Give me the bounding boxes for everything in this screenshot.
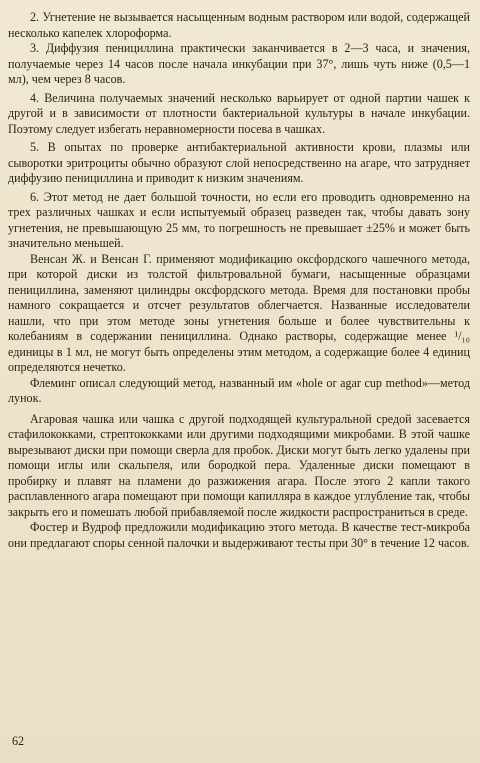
paragraph-vincent-method: Венсан Ж. и Венсан Г. применяют модификацию оксфордского чашечного метода, при которой диски из толстой фильтровальной бумаги, насыщенные образцами пенициллина, заменяют цилиндры оксфордского метода. Время для постановки пробы намного сокращается и отсчет результатов облегчается. Названные исследователи нашли, что при этом методе зоны угнетения больше и более чувствительны к колебаниям в содержании пенициллина. Однако растворы, содержащие менее ¹/₁₀ единицы в 1 мл, не могут быть определены этим методом, а содержащие более 4 единиц определяются нечетко. <box>8 251 470 374</box>
paragraph-point-4: 4. Величина получаемых значений несколько варьирует от одной партии чашек к другой и в зависимости от плотности бактериальной культуры в начале инкубации. Поэтому следует избегать неравномерности посева в чашках. <box>8 90 470 136</box>
page-number: 62 <box>12 734 25 748</box>
paragraph-foster-woodruff: Фостер и Вудроф предложили модификацию этого метода. В качестве тест-микроба они предлагают споры сенной палочки и выдерживают тесты при 30° в течение 12 часов. <box>8 520 470 550</box>
paragraph-agar-cup-procedure: Агаровая чашка или чашка с другой подходящей культуральной средой засевается стафилококками, стрептококками или другими подходящими микробами. В этой чашке вырезывают диски при помощи сверла для пробок. Диски могут быть легко удалены при помощи иглы или скальпеля, или бородкой пера. Удаленные диски помещают в пробирку и плавят на пламени до разжижения агара. После этого 2 капли такого расплавленного агара помещают при помощи капилляра в каждое углубление так, чтобы закрыть его и помешать любой прибавляемой после жидкости распространиться в среде. <box>8 411 470 519</box>
page-text <box>8 10 470 551</box>
paragraph-point-6: 6. Этот метод не дает большой точности, но если его проводить одновременно на трех различных чашках и если испытуемый образец разведен так, чтобы давать зону угнетения, не превышающую 25 мм, то погрешность не превышает ±25% и может быть значительно меньшей. <box>8 189 470 250</box>
paragraph-point-2: 2. Угнетение не вызывается насыщенным водным раствором или водой, содержащей несколько капелек хлороформа. <box>8 10 470 40</box>
paragraph-point-3: 3. Диффузия пенициллина практически заканчивается в 2—3 часа, и значения, получаемые через 14 часов после начала инкубации при 37°, лишь чуть ниже (0,5—1 мл), чем через 8 часов. <box>8 41 470 86</box>
paragraph-fleming-method: Флеминг описал следующий метод, названный им «hole or agar cup method»—метод лунок. <box>8 375 470 405</box>
paragraph-point-5: 5. В опытах по проверке антибактериальной активности крови, плазмы или сыворотки эритроциты обычно образуют слой непосредственно на агаре, что затрудняет диффузию пенициллина и приводит к низким значениям. <box>8 140 470 185</box>
